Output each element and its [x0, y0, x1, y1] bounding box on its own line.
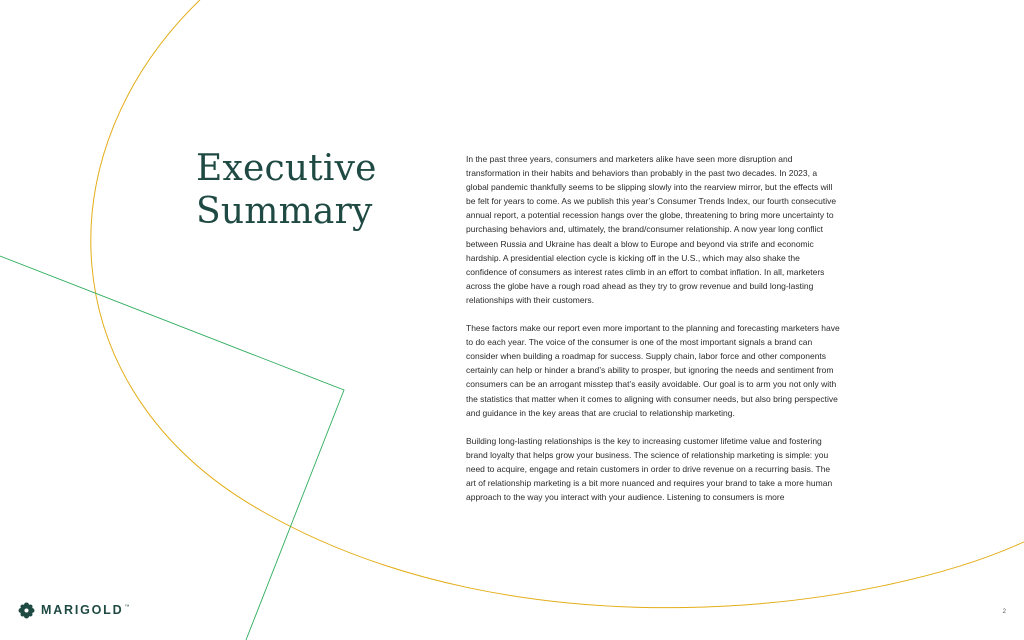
brand-name: MARIGOLD	[41, 603, 124, 617]
title-line-1: Executive	[196, 148, 377, 189]
decorative-green-line	[0, 256, 344, 640]
title-line-2: Summary	[196, 191, 373, 232]
paragraph-1: In the past three years, consumers and marketers alike have seen more disruption and transformation in their habits and behaviors than probably in the past two decades. In 2023, a global pandemic thankfully seems to be slipping slowly into the rearview mirror, but the effects will be felt for years to come. As we publish this year’s Consumer Trends Index, our fourth consecutive annual report, a potential recession hangs over the globe, threatening to bring more uncertainty to purchasing behaviors and, ultimately, the brand/consumer relationship. A now year long conflict between Russia and Ukraine has dealt a blow to Europe and beyond via strife and economic hardship. A presidential election cycle is kicking off in the U.S., which may also shake the confidence of consumers as interest rates climb in an effort to combat inflation. In all, marketers across the globe have a rough road ahead as they try to grow revenue and build long-lasting relationships with their customers.	[466, 154, 837, 305]
paragraph-2: These factors make our report even more important to the planning and forecasting marketers have to do each year. The voice of the consumer is one of the most important signals a brand can consider when building a roadmap for success. Supply chain, labor force and other components certainly can help or hinder a brand’s ability to prosper, but ignoring the needs and sentiment from consumers can be an arrogant misstep that’s easily avoidable. Our goal is to arm you not only with the statistics that matter when it comes to aligning with consumer needs, but also bring perspective and guidance in the key areas that are crucial to relationship marketing.	[466, 323, 840, 418]
page-title	[196, 147, 377, 233]
marigold-flower-icon	[18, 602, 35, 619]
paragraph-3: Building long-lasting relationships is the key to increasing customer lifetime value and fostering brand loyalty that helps grow your business. The science of relationship marketing is simple: you need to acquire, engage and retain customers in order to drive revenue on a recurring basis. The art of relationship marketing is a bit more nuanced and requires your brand to take a more human approach to the way you interact with your audience. Listening to consumers is more	[466, 435, 833, 503]
body-text	[466, 152, 842, 518]
marigold-logo	[18, 601, 129, 619]
trademark-symbol: ™	[124, 604, 130, 610]
page-number: 2	[1002, 609, 1006, 615]
